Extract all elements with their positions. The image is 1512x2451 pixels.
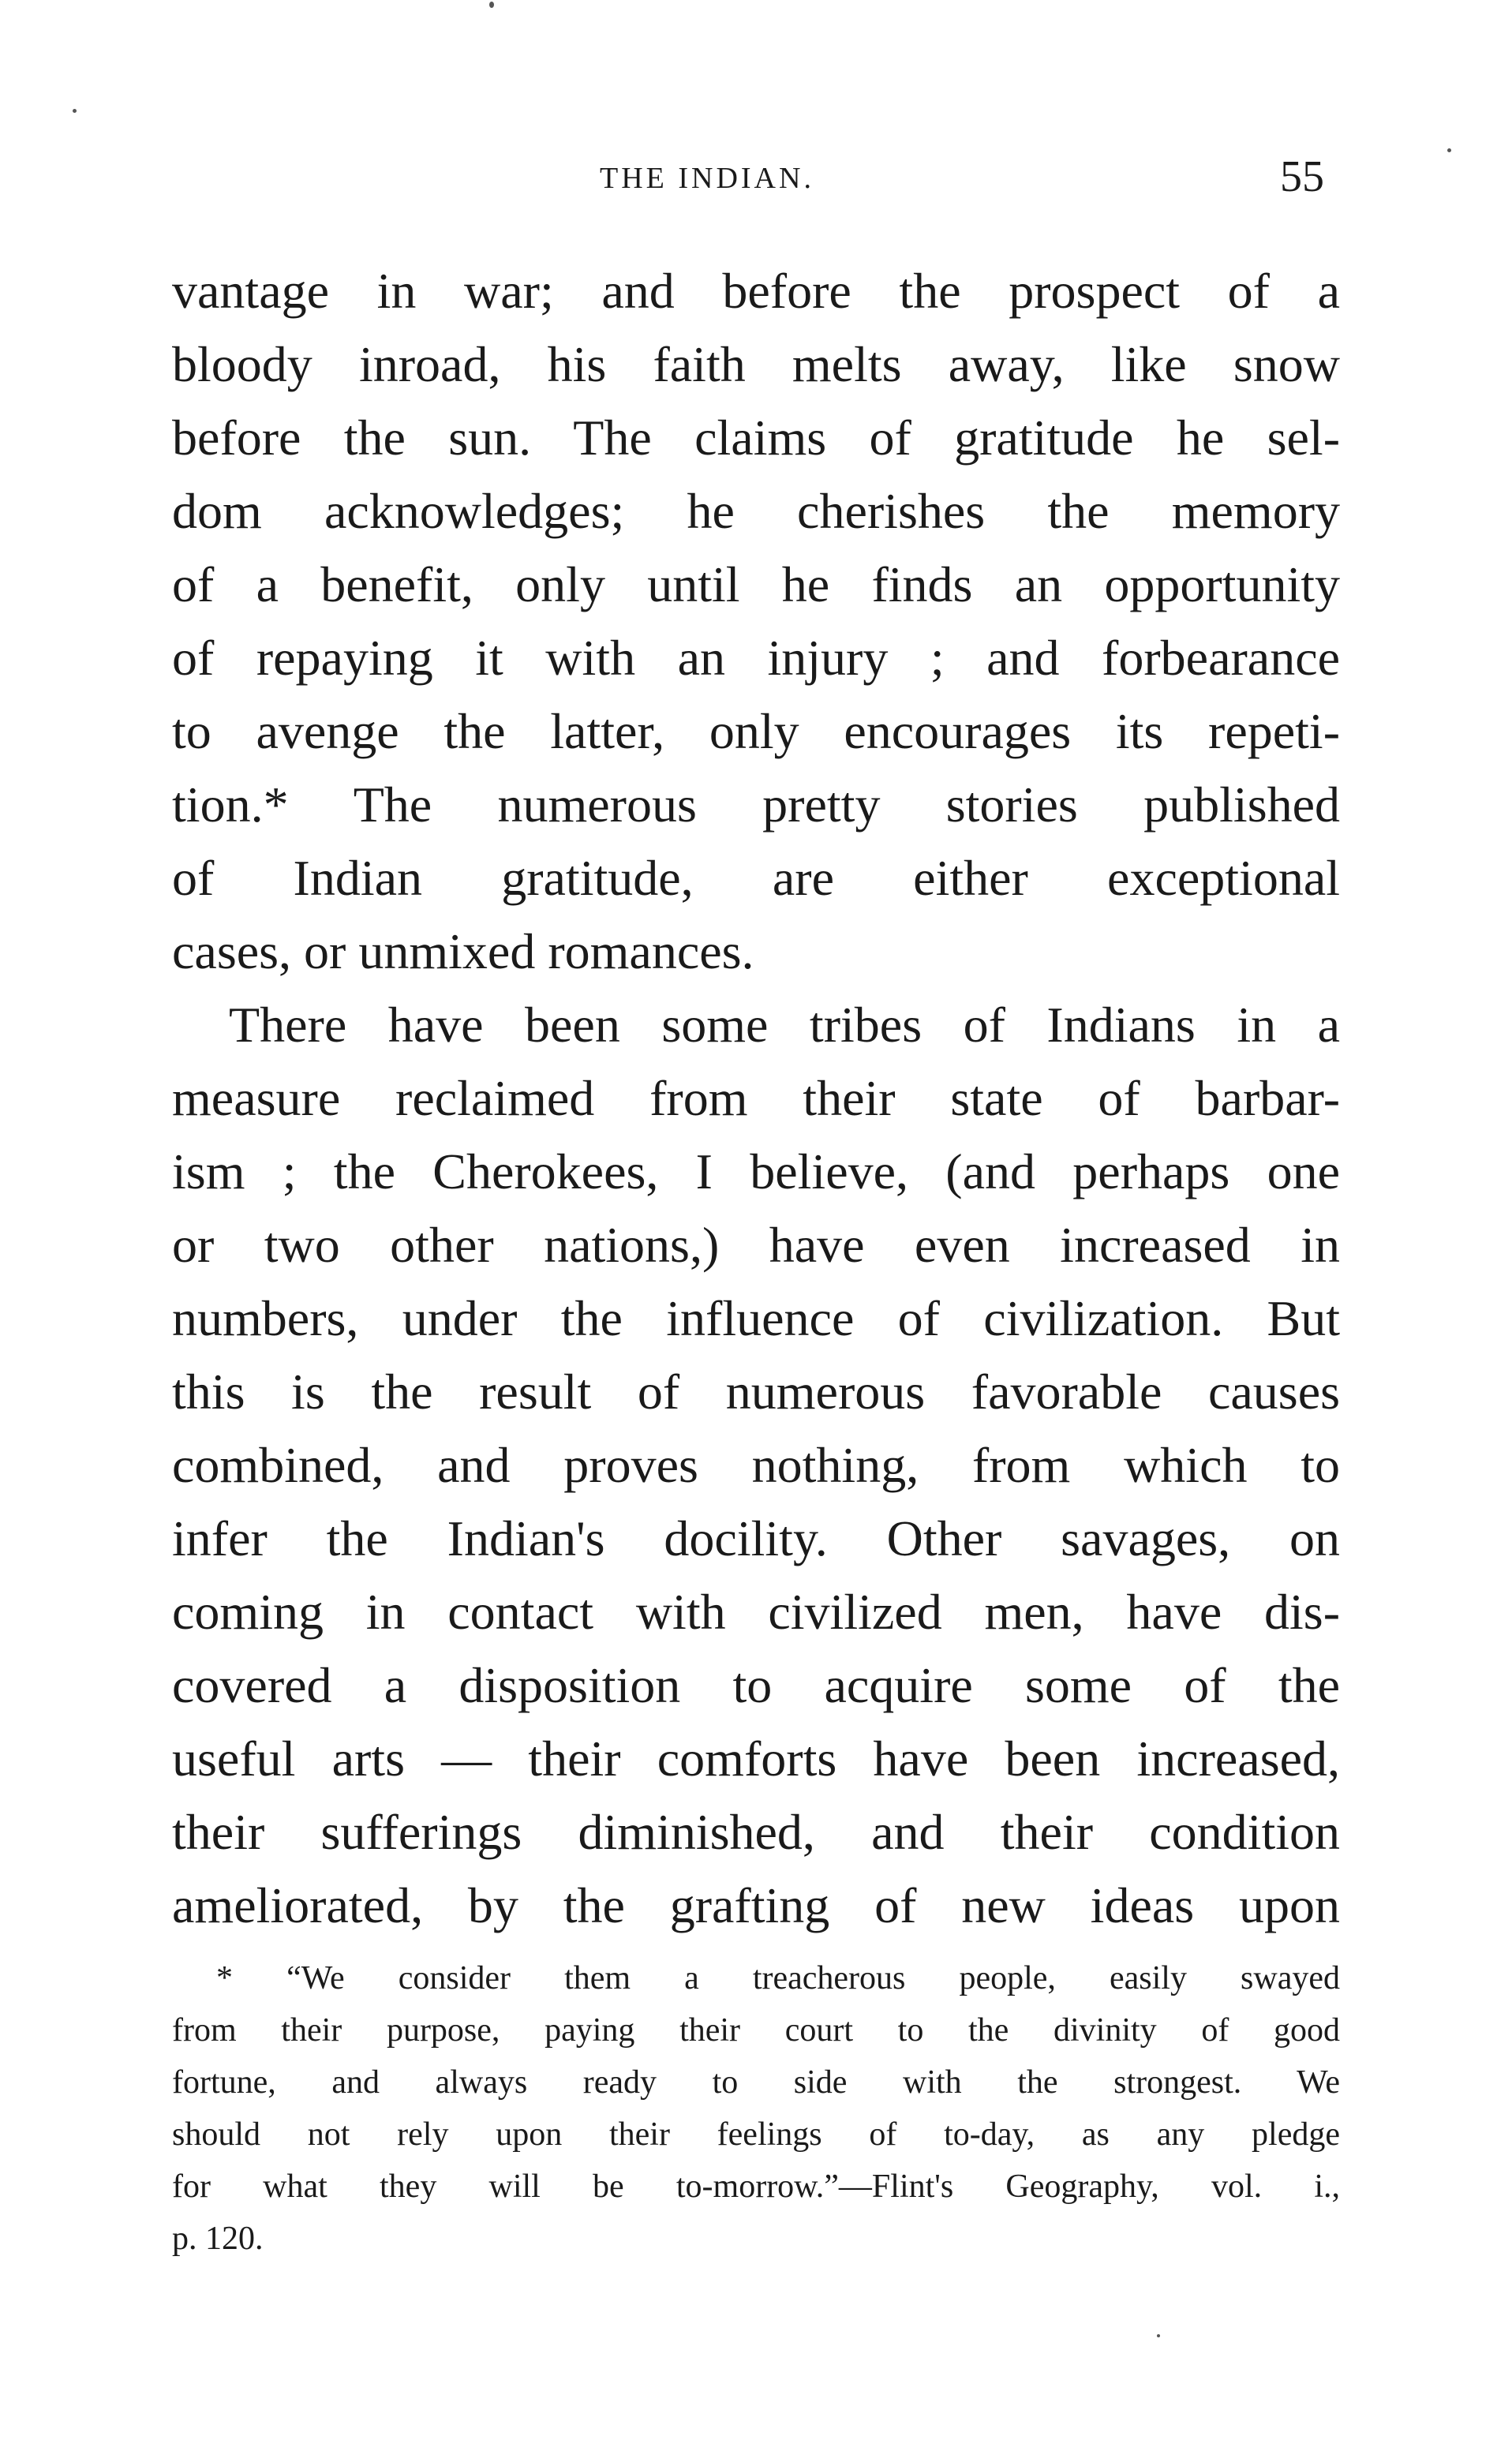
footnote-line: should not rely upon their feelings of to-day, as any pledge	[172, 2116, 1340, 2153]
text-line: their sufferings diminished, and their condition	[172, 1804, 1340, 1860]
footnote-line: p. 120.	[172, 2221, 264, 2257]
text-line: infer the Indian's docility. Other savages, on	[172, 1510, 1340, 1566]
scan-speck	[1157, 2334, 1160, 2337]
footnote-line: from their purpose, paying their court to the divinity of good	[172, 2012, 1340, 2049]
text-line: of a benefit, only until he finds an opportunity	[172, 556, 1340, 612]
text-line: numbers, under the influence of civilization. But	[172, 1290, 1340, 1346]
footnote-line: fortune, and always ready to side with the strongest. We	[172, 2064, 1340, 2101]
text-line: There have been some tribes of Indians in a	[229, 997, 1340, 1053]
text-line: bloody inroad, his faith melts away, like snow	[172, 336, 1340, 392]
text-line: useful arts — their comforts have been increased,	[172, 1731, 1340, 1787]
text-line: covered a disposition to acquire some of the	[172, 1657, 1340, 1713]
footnote-line: * “We consider them a treacherous people, easily swayed	[216, 1960, 1340, 1996]
body-text	[172, 254, 1340, 1942]
text-line: of Indian gratitude, are either exceptional	[172, 850, 1340, 906]
text-line: coming in contact with civilized men, have dis-	[172, 1584, 1340, 1640]
text-line: or two other nations,) have even increased in	[172, 1217, 1340, 1273]
text-line: dom acknowledges; he cherishes the memory	[172, 483, 1340, 539]
footnote-line: for what they will be to-morrow.”—Flint's Geography, vol. i.,	[172, 2168, 1340, 2205]
scan-speck	[1447, 148, 1451, 152]
text-line: vantage in war; and before the prospect of a	[172, 263, 1340, 319]
scan-speck	[73, 109, 77, 113]
text-line: ism ; the Cherokees, I believe, (and perhaps one	[172, 1143, 1340, 1199]
text-line: to avenge the latter, only encourages its repeti-	[172, 703, 1340, 759]
text-line: before the sun. The claims of gratitude he sel-	[172, 410, 1340, 466]
text-line: ameliorated, by the grafting of new ideas upon	[172, 1877, 1340, 1933]
text-line: cases, or unmixed romances.	[172, 923, 754, 979]
text-line: measure reclaimed from their state of barbar-	[172, 1070, 1340, 1126]
footnote	[172, 1952, 1340, 2265]
scan-speck	[489, 2, 494, 8]
text-line: combined, and proves nothing, from which to	[172, 1437, 1340, 1493]
text-line: tion.* The numerous pretty stories published	[172, 776, 1340, 833]
running-head: THE INDIAN.	[600, 162, 814, 195]
page-number: 55	[1280, 152, 1324, 201]
text-line: this is the result of numerous favorable causes	[172, 1364, 1340, 1420]
text-line: of repaying it with an injury ; and forbearance	[172, 630, 1340, 686]
